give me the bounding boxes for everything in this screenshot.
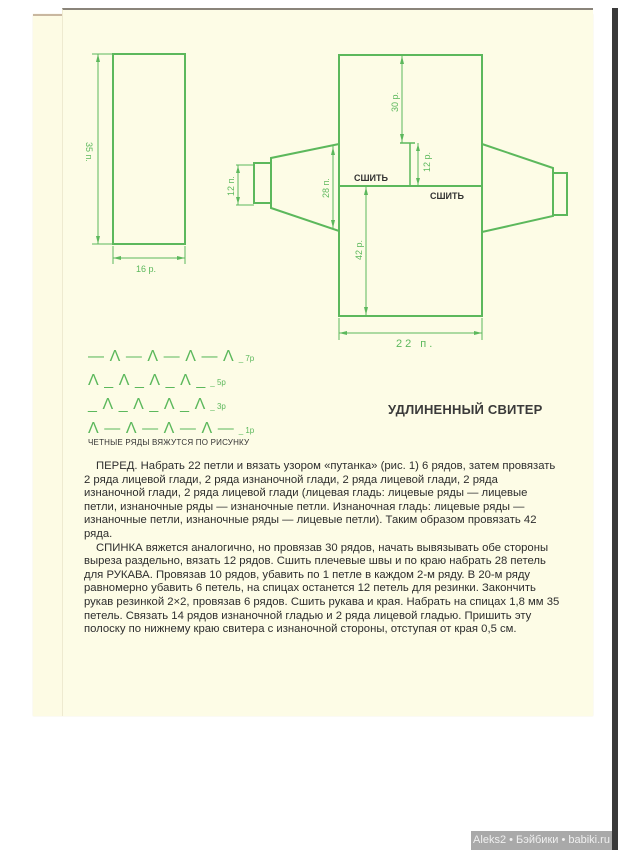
stitch-chart-note: ЧЕТНЫЕ РЯДЫ ВЯЖУТСЯ ПО РИСУНКУ	[88, 438, 250, 447]
stitch-symbols: Λ _ Λ _ Λ _ Λ _	[88, 372, 207, 389]
neck-step-label: 12 р.	[422, 151, 432, 172]
strip-width-label: 16 р.	[136, 264, 157, 274]
stitch-symbols: Λ — Λ — Λ — Λ —	[88, 420, 235, 437]
article-body	[84, 460, 562, 637]
neck-depth-label: 30 р.	[390, 91, 400, 112]
row-number-label: _ 5р	[210, 378, 226, 387]
stitch-chart-row	[88, 372, 268, 396]
sew-label-right: СШИТЬ	[430, 191, 464, 201]
body-length-label: 42 р.	[354, 239, 364, 260]
stitch-chart	[88, 348, 268, 444]
article-title: УДЛИНЕННЫЙ СВИТЕР	[388, 402, 543, 417]
stitch-symbols: — Λ — Λ — Λ — Λ	[88, 348, 235, 365]
sweater-schematic	[254, 55, 567, 316]
sleeve-width-label: 28 п.	[321, 178, 331, 198]
row-number-label: _ 3р	[210, 402, 226, 411]
row-number-label: _ 1р	[238, 426, 255, 435]
strip-height-label: 35 п.	[84, 142, 94, 162]
row-number-label: _ 7р	[238, 354, 255, 363]
watermark: Aleks2 • Бэйбики • babiki.ru	[471, 831, 612, 850]
cuff-width-label: 12 п.	[226, 176, 236, 196]
stitch-chart-row	[88, 348, 268, 372]
paragraph-front: ПЕРЕД. Набрать 22 петли и вязать узором «путанка» (рис. 1) 6 рядов, затем провязать 2 ряда лицевой глади, 2 ряда изнаночной глади, 2 ряда лицевой глади, 2 ряда изнаночной глади, 2 ряда лицевой глади (лицевая гладь: лицевые ряды — лицевые петли, изнаночные ряды — изнаночные петли. Изнаночная гладь: лицевые ряды — изнаночные петли, изнаночные ряды — лицевые петли). Таким образом провязать 42 ряда.	[84, 460, 556, 540]
sew-label-left: СШИТЬ	[354, 173, 388, 183]
stitch-chart-row	[88, 396, 268, 420]
paragraph-back-sleeves: СПИНКА вяжется аналогично, но провязав 30 рядов, начать вывязывать обе стороны выреза раздельно, вязать 12 рядов. Сшить плечевые швы и по краю набрать 28 петель для РУКАВА. Провязав 10 рядов, убавить по 1 петле в каждом 2-м ряду. В 20-м ряду равномерно убавить 6 петель, на спицах останется 12 петель для резинки. Закончить рукав резинкой 2×2, провязав 6 рядов. Сшить рукава и края. Набрать на спицах 1,8 мм 35 петель. Связать 14 рядов изнаночной гладью и 2 ряда лицевой гладью. Пришить эту полоску по нижнему краю свитера с изнаночной стороны, отступая от края 0,5 см.	[84, 541, 560, 636]
stitch-symbols: _ Λ _ Λ _ Λ _ Λ	[88, 396, 207, 413]
body-width-label: 22 п.	[396, 338, 436, 350]
strip-schematic	[92, 54, 185, 264]
